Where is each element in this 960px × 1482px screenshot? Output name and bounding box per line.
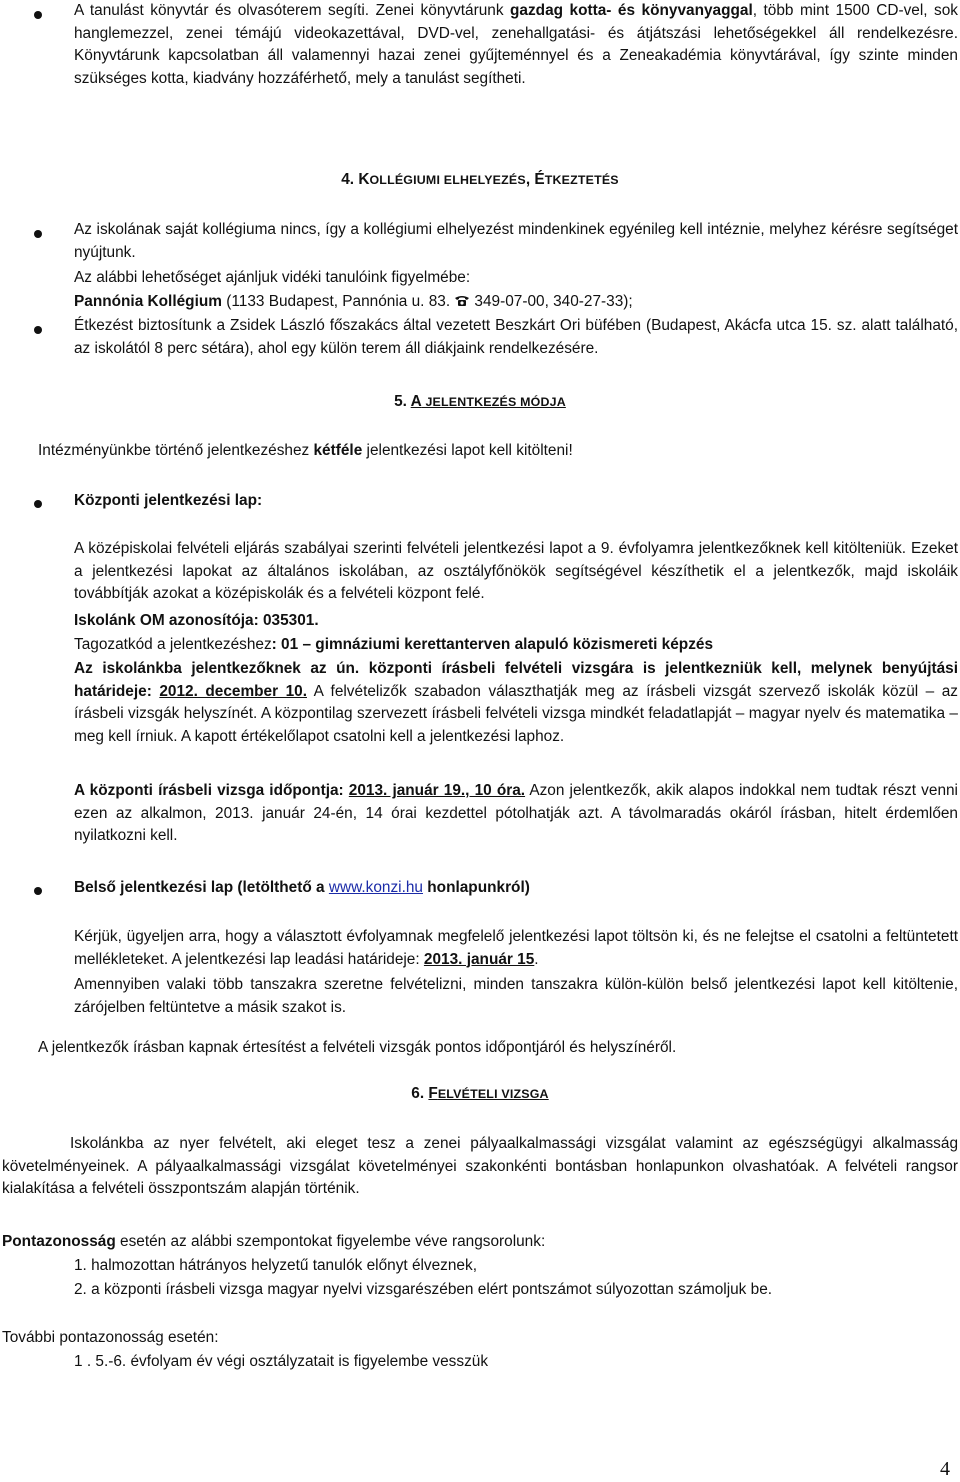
further-tie-break: További pontazonosság esetén: — [2, 1329, 219, 1346]
bullet — [34, 11, 42, 19]
meals-paragraph: Étkezést biztosítunk a Zsidek László főszakács által vezetett Beszkárt Ori büfében (Budapest, Akácfa utca 15. sz. alatt található, az iskolától 8 perc sétára), ahol egy külön terem áll diákjaink rendelkezésére. — [74, 317, 958, 357]
pannonia-line: Pannónia Kollégium (1133 Budapest, Pannónia u. 83. 349-07-00, 340-27-33); — [74, 293, 633, 310]
internal-form-title: Belső jelentkezési lap (letölthető a www.konzi.hu honlapunkról) — [74, 879, 530, 896]
list-item: 2. a központi írásbeli vizsga magyar nyelvi vizsgarészében elért pontszámot súlyozottan számoljuk be. — [74, 1281, 773, 1298]
central-form-paragraph: A középiskolai felvételi eljárás szabályai szerinti felvételi jelentkezési lapot a 9. évfolyamra jelentkezőknek kell kitölteniük. Ezeket a jelentkezési lapokat az általános iskolában, az osztályfőnökök segítségével készíthetik el a jelentkezők, majd iskoláik továbbítják azokat a középiskolák és a felvételi központ felé. — [74, 540, 958, 602]
notification-paragraph: A jelentkezők írásban kapnak értesítést a felvételi vizsgák pontos időpontjáról és helyszínéről. — [38, 1039, 677, 1056]
internal-form-paragraph: Kérjük, ügyeljen arra, hogy a választott évfolyamnak megfelelő jelentkezési lapot töltsön ki, és ne felejtse el csatolni a feltüntetett mellékleteket. A jelentkezési lap leadási határideje: 2013. január 15. — [74, 928, 958, 968]
list-item: 1 . 5.-6. évfolyam év végi osztályzatait is figyelembe vesszük — [74, 1353, 489, 1370]
section-4-heading: 4. KOLLÉGIUMI ELHELYEZÉS, ÉTKEZTETÉS — [341, 171, 619, 188]
list-item: 1. halmozottan hátrányos helyzetű tanulók előnyt élveznek, — [74, 1257, 477, 1274]
exam-registration: Az iskolánkba jelentkezőknek az ún. központi írásbeli felvételi vizsgára is jelentkezniük kell, melynek benyújtási határideje: 2012. december 10. A felvételizők szabadon választhatják meg az írásbeli vizsgát szervező iskolák közül – az írásbeli vizsgák helyszínét. A központilag szervezett írásbeli felvételi vizsga mindkét feladatlapját – magyar nyelv és matematika – meg kell írniuk. A kapott értékelőlapot csatolni kell a jelentkezési laphoz. — [74, 660, 959, 745]
bullet — [34, 500, 42, 508]
dormitory-paragraph: Az iskolának saját kollégiuma nincs, így a kollégiumi elhelyezést mindenkinek egyénileg kell intéznie, melyhez kérésre segítséget nyújtunk. — [74, 221, 958, 261]
admission-paragraph: Iskolánkba az nyer felvételt, aki eleget tesz a zenei pályaalkalmassági vizsgálat valamint az egészségügyi alkalmasság követelményeinek. A pályaalkalmassági vizsgálat követelményei szakonkénti bontásban honlapunkon olvashatóak. A felvételi rangsor kialakítása a felvételi összpontszám alapján történik. — [2, 1135, 958, 1197]
section-6-heading: 6. FELVÉTELI VIZSGA — [411, 1085, 549, 1102]
telephone-icon — [454, 295, 470, 307]
page-number: 4 — [940, 1458, 950, 1480]
bullet — [34, 326, 42, 334]
section-5-heading: 5. A JELENTKEZÉS MÓDJA — [394, 393, 566, 410]
bullet — [34, 887, 42, 895]
library-paragraph: A tanulást könyvtár és olvasóterem segíti. Zenei könyvtárunk gazdag kotta- és könyvanyaggal, több mint 1500 CD-vel, sok hanglemezzel, zenei témájú videokazettával, DVD-vel, zenehallgatási- és átjátszási lehetőségekkel áll rendelkezésre. Könyvtárunk kapcsolatban áll valamennyi hazai zenei gyűjteménnyel és a Zeneakadémia könyvtárával, így szinte minden szükséges kotta, kiadvány hozzáférhető, mely a tanulást segítheti. — [74, 2, 958, 87]
bullet — [34, 230, 42, 238]
track-code: Tagozatkód a jelentkezéshez: 01 – gimnáziumi kerettanterven alapuló közismereti képzés — [74, 636, 714, 653]
central-form-title: Központi jelentkezési lap: — [74, 492, 263, 509]
multiple-majors-paragraph: Amennyiben valaki több tanszakra szeretne felvételizni, minden tanszakra külön-külön belső jelentkezési lapot kell kitöltenie, zárójelben feltüntetve a másik szakot is. — [74, 976, 958, 1016]
om-id: Iskolánk OM azonosítója: 035301. — [74, 612, 319, 629]
application-intro: Intézményünkbe történő jelentkezéshez kétféle jelentkezési lapot kell kitölteni! — [38, 442, 573, 459]
konzi-link[interactable]: www.konzi.hu — [328, 879, 423, 896]
tie-break-intro: Pontazonosság esetén az alábbi szempontokat figyelembe véve rangsorolunk: — [2, 1233, 546, 1250]
exam-date-paragraph: A központi írásbeli vizsga időpontja: 2013. január 19., 10 óra. Azon jelentkezők, akik alapos indokkal nem tudtak részt venni ezen az alkalmon, 2013. január 24-én, 14 órai kezdettel pótolhatják azt. A távolmaradás okáról írásban, hitelt érdemlően nyilatkozni kell. — [74, 782, 958, 844]
suggestion-line: Az alábbi lehetőséget ajánljuk vidéki tanulóink figyelmébe: — [74, 269, 471, 286]
